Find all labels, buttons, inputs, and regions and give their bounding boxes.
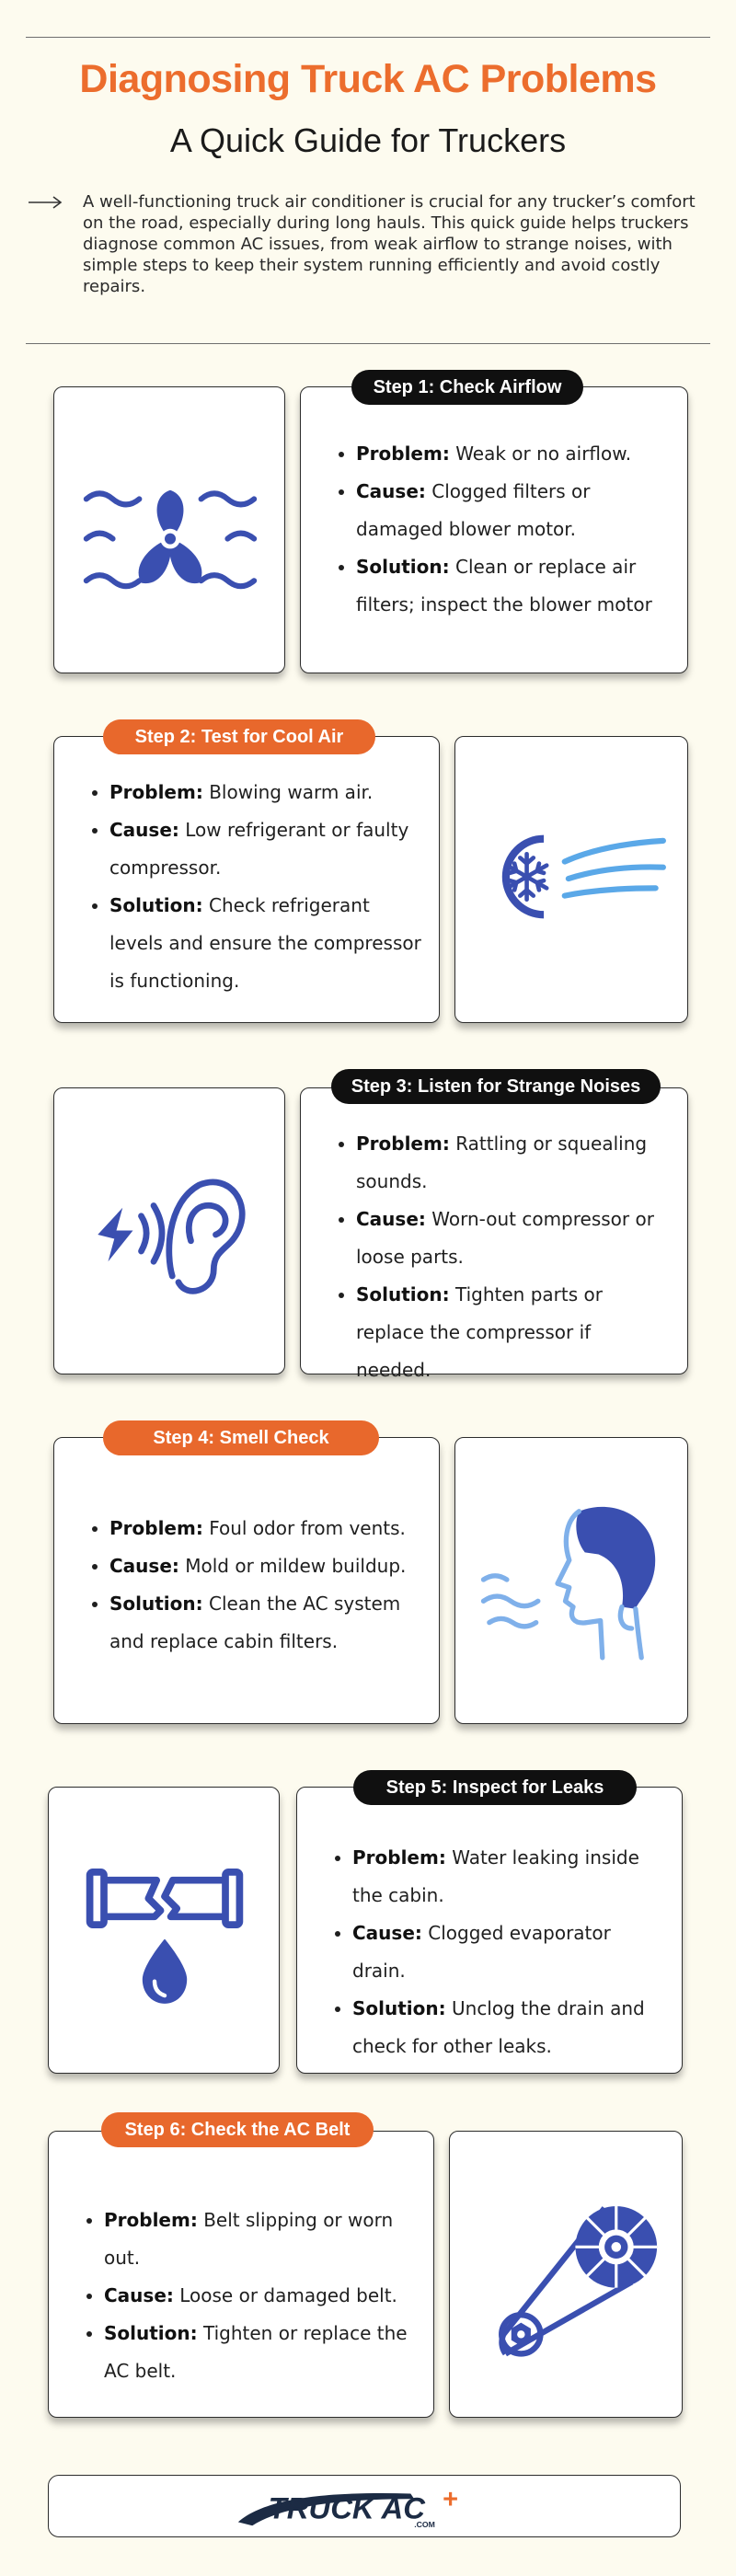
list-item: • Solution: Check refrigerant levels and ensure the compressor is functioning.	[109, 887, 424, 1000]
step-3-text-card	[300, 1087, 688, 1381]
list-item: • Cause: Clogged filters or damaged blower motor.	[356, 473, 671, 548]
list-item: • Solution: Clean or replace air filters; inspect the blower motor	[356, 548, 671, 624]
step-4-label: Step 4: Smell Check	[103, 1420, 379, 1455]
step-1-label: Step 1: Check Airflow	[351, 370, 583, 405]
step-5-label: Step 5: Inspect for Leaks	[353, 1770, 637, 1805]
step-2-bullet-list	[84, 774, 424, 1000]
list-item: • Solution: Tighten or replace the AC belt.	[104, 2315, 419, 2390]
list-item: • Solution: Tighten parts or replace the compressor if needed.	[356, 1276, 671, 1389]
logo-plus: +	[443, 2484, 459, 2514]
list-item: • Problem: Foul odor from vents.	[109, 1510, 424, 1547]
arrow-right-icon	[28, 195, 63, 210]
list-item: • Problem: Belt slipping or worn out.	[104, 2202, 419, 2277]
list-item: • Problem: Weak or no airflow.	[356, 435, 671, 473]
step-2-icon-card	[454, 736, 688, 1023]
logo-wordmark: TRUCK AC	[268, 2490, 426, 2525]
step-2-text-card	[53, 736, 440, 1023]
list-item: • Cause: Mold or mildew buildup.	[109, 1547, 424, 1585]
truck-ac-logo[interactable]	[233, 2479, 500, 2533]
leaking-pipe-icon	[84, 1857, 246, 2010]
head-breath-icon	[476, 1491, 671, 1668]
page-title: Diagnosing Truck AC Problems	[79, 57, 657, 101]
step-3-bullet-list	[330, 1125, 671, 1389]
footer-logo-card	[48, 2475, 681, 2537]
list-item: • Problem: Rattling or squealing sounds.	[356, 1125, 671, 1201]
step-5-text-card	[296, 1787, 683, 2074]
list-item: • Cause: Low refrigerant or faulty compressor.	[109, 811, 424, 887]
list-item: • Problem: Water leaking inside the cabin.	[352, 1839, 667, 1915]
logo-domain: .COM	[414, 2520, 435, 2530]
list-item: • Solution: Unclog the drain and check for other leaks.	[352, 1990, 667, 2065]
top-divider	[26, 37, 710, 38]
intro-divider	[26, 343, 710, 344]
intro-paragraph: A well-functioning truck air conditioner is crucial for any trucker’s comfort on the road, especially during long hauls. This quick guide helps truckers diagnose common AC issues, from weak airflow to strange noises, with simple steps to keep their system running efficiently and avoid costly repairs.	[83, 192, 696, 296]
step-1-bullet-list	[330, 435, 671, 624]
belt-pulley-icon	[470, 2189, 665, 2363]
step-3-icon-card	[53, 1087, 285, 1374]
step-5-bullet-list	[327, 1839, 667, 2065]
step-4-text-card	[53, 1437, 440, 1724]
list-item: • Cause: Loose or damaged belt.	[104, 2277, 419, 2315]
step-4-bullet-list	[84, 1510, 424, 1661]
step-6-label: Step 6: Check the AC Belt	[101, 2112, 374, 2147]
list-item: • Cause: Clogged evaporator drain.	[352, 1915, 667, 1990]
list-item: • Problem: Blowing warm air.	[109, 774, 424, 811]
step-2-label: Step 2: Test for Cool Air	[103, 719, 375, 754]
step-6-text-card	[48, 2131, 434, 2418]
step-1-text-card	[300, 386, 688, 673]
ear-noise-icon	[87, 1162, 253, 1307]
step-1-icon-card	[53, 386, 285, 673]
step-6-bullet-list	[78, 2202, 419, 2390]
list-item: • Cause: Worn-out compressor or loose parts.	[356, 1201, 671, 1276]
list-item: • Solution: Clean the AC system and replace cabin filters.	[109, 1585, 424, 1661]
step-5-icon-card	[48, 1787, 280, 2074]
page-subtitle: A Quick Guide for Truckers	[169, 121, 567, 159]
step-4-icon-card	[454, 1437, 688, 1724]
step-6-icon-card	[449, 2131, 683, 2418]
step-3-label: Step 3: Listen for Strange Noises	[331, 1069, 661, 1104]
snowflake-cold-air-icon	[477, 820, 667, 934]
fan-airflow-icon	[82, 475, 259, 607]
